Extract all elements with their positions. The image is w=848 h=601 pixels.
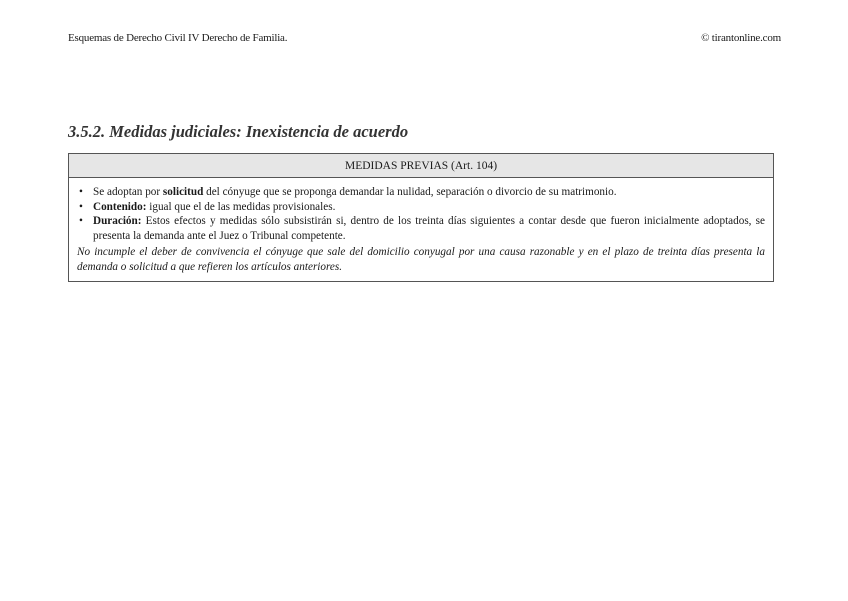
running-header-title: Esquemas de Derecho Civil IV Derecho de Familia. (68, 32, 288, 44)
item-text-post: del cónyuge que se proponga demandar la nulidad, separación o divorcio de su matrimonio. (203, 186, 617, 198)
section-title: 3.5.2. Medidas judiciales: Inexistencia de acuerdo (68, 122, 409, 141)
item-keyword: Duración: (93, 215, 142, 227)
item-keyword: solicitud (162, 186, 204, 198)
bullet-list (77, 185, 765, 243)
italic-note: No incumple el deber de convivencia el cónyuge que sale del domicilio conyugal por una causa razonable y en el plazo de treinta días presenta la demanda o solicitud a que refieren los artículos anteriores. (77, 246, 765, 273)
list-item (77, 185, 765, 200)
item-text-post: igual que el de las medidas provisionales. (146, 200, 336, 213)
item-keyword: Contenido: (93, 200, 147, 213)
running-header-source: © tirantonline.com (701, 32, 781, 44)
list-item (77, 214, 765, 243)
box-heading: MEDIDAS PREVIAS (Art. 104) (69, 154, 773, 178)
measures-box (68, 153, 774, 282)
list-item (77, 200, 765, 215)
item-text-pre: Se adoptan por (93, 186, 163, 198)
box-body (69, 178, 773, 281)
item-text-post: Estos efectos y medidas sólo subsistirán si, dentro de los treinta días siguientes a contar desde que fueron inicialmente adoptados, se presenta la demanda ante el Juez o Tribunal competente. (93, 215, 765, 242)
